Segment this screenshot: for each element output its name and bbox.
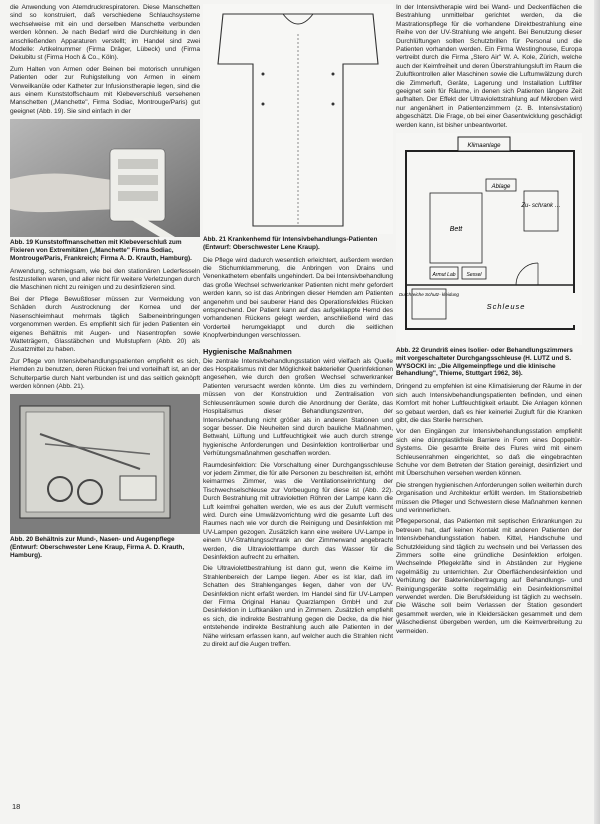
body-paragraph: Dringend zu empfehlen ist eine Klimatisierung der Räume in der sich auch Intensivbehandlungspatienten befinden, und einen Komfort mit hoher Luftfeuchtigkeit erlaubt. Die Anlagen können so gebaut werden, daß es hier keinerlei Zugluft für die Kranken gibt, die das Sterile herrschen. — [396, 383, 582, 424]
body-paragraph: Zum Halten von Armen oder Beinen bei motorisch unruhigen Patienten oder zur Ruhigstellung von Armen in einem Verweilkanüle oder Katheter zur Infusionstherapie legen, sind die aus einem Kunststoffschaum mit Klebeverschluß versehenen Manschetten („Manchette", Firma Sodiac, Montrouge/Paris) gut geeignet (Abb. 19). Sie sind einfach in der — [10, 65, 200, 115]
figure-21-gown-drawing — [203, 4, 393, 234]
figure-22-caption: Abb. 22 Grundriß eines Isolier- oder Behandlungszimmers mit vorgeschalteter Durchgangsschleuse (H. LUTZ und S. WYSOCKI in: „Die Allgemeinpflege und die klinische Behandlung", Thieme, Stuttgart 1962, 36). — [396, 347, 573, 378]
plan-label-schrank: Zu- schrank … — [521, 203, 561, 210]
body-paragraph: Die strengen hygienischen Anforderungen sollen weiterhin durch Organisation und Architektur erfüllt werden. Im Stationsbetrieb müssen die Pfleger und Schwestern diese Maßnahmen kennen und verinnerlichen. — [396, 481, 582, 514]
plan-label-ablage: Ablage — [491, 184, 511, 191]
figure-19-cuff-photo — [10, 119, 200, 237]
figure-21-caption: Abb. 21 Krankenhemd für Intensivbehandlungs-Patienten (Entwurf: Oberschwester Lene Kraup). — [203, 236, 378, 251]
body-paragraph: Raumdesinfektion: Die Vorschaltung einer Durchgangsschleuse vor jedem Zimmer, die für alle Personen zu beschreiten ist, erhöht keimarmes Zimmer, was die Ventilationseinrichtung der Tischwechselschleuse zur Vorbeugung für diese ist (Abb. 22). Durch Bestrahlung mit ultravioletten Röhren der Lampe kann die Luft keimfrei gehalten werden, wie es aus der Zuluft vermischt wird. Durch eine Umwälzvorrichtung wird die gesamte Luft des Raumes nach wie vor durch die Reinigung und Desinfektion mit UV-Lampen gezogen. Zusätzlich kann eine weitere UV-Lampe in einem UV-Strahlungsschrank an der Zimmerwand angebracht werden, die Ultraviolettlampe durch das Wasser für die Desinfektion aufrecht zu erhalten. — [203, 461, 393, 561]
section-heading: Hygienische Maßnahmen — [203, 346, 292, 356]
column-right — [396, 4, 582, 639]
body-paragraph: die Anwendung von Atemdruckrespiratoren. Diese Manschetten sind so konstruiert, daß verschiedene Schlauchsysteme wechselweise mit ein und derselben Manschette verbunden werden können. Je nach Bedarf wird die Durchleitung in den anschließenden Apparaturen verstellt; im Handel sind zwei Modelle: Artikelnummer (Firma Dräger, Lübeck) und (Firma Dekubitu st (Firma Hoch & Co., Köln). — [10, 4, 200, 62]
body-paragraph: Bei der Pflege Bewußtloser müssen zur Vermeidung von Schäden durch Austrocknung der Kornea und der Nasenschleimhaut mehrmals täglich Salbeneinbringungen vorgenommen werden. Es empfiehlt sich für jeden Patienten ein eigenes Behältnis mit Augen- und Nasentropfen sowie Watteträgern, Glasstäbchen und Mullstupfern (Abb. 20) als Zusatzmittel zu haben. — [10, 295, 200, 354]
body-paragraph: Zur Pflege von Intensivbehandlungspatienten empfiehlt es sich, Hemden zu benutzen, deren Rücken frei und vorteilhaft ist, an der Schulterpartie durch Naht verbunden ist und das seitlich geknöpft werden können (Abb. 21). — [10, 357, 200, 390]
figure-19-caption: Abb. 19 Kunststoffmanschetten mit Klebeverschluß zum Fixieren von Extremitäten („Manchette" Firma Sodiac, Montrouge/Paris, Frankreich; Firma A. D. Krauth, Hamburg). — [10, 239, 192, 262]
figure-20-care-box-photo — [10, 394, 200, 534]
figure-22-floor-plan — [396, 133, 582, 345]
column-middle — [203, 4, 393, 652]
plan-label-bett: Bett — [449, 226, 463, 234]
plan-label-top: Klimaanlage — [467, 143, 501, 150]
figure-20-caption: Abb. 20 Behältnis zur Mund-, Nasen- und Augenpflege (Entwurf: Oberschwester Lene Kraup, Firma A. D. Krauth, Hamburg). — [10, 536, 185, 559]
plan-label-schleuse: Schleuse — [486, 302, 526, 312]
body-paragraph: Pflegepersonal, das Patienten mit septischen Erkrankungen zu betreuen hat, darf keinen Kontakt mit anderen Patienten der Intensivbehandlungsstation haben. Kittel, Handschuhe und Schutzkleidung sind täglich zu wechseln und bei Verlassen des Zimmers sollte eine gründliche Desinfektion erfolgen. Wechselnde Pflegekräfte sind in Abständen zur Hygiene regelmäßig zu unterrichten. Zur Oberflächendesinfektion und Verhütung der Bakterienübertragung auf Behandlungs- und Reinigungsgeräte sollte regelmäßig ein Desinfektionsmittel verwendet werden. Die Berufskleidung ist täglich zu wechseln. Die Wäsche soll beim Verlassen der Station gesondert gesammelt werden, wie in Kleidersäcken gesammelt und dem Wäschedienst übergeben werden, um die Keimverbreitung zu vermeiden. — [396, 518, 582, 635]
plan-label-sessel: Sessel — [466, 272, 482, 279]
plan-label-durchreiche: Durchreiche Schutz- kleidung — [398, 292, 460, 298]
page-edge-shadow — [594, 0, 600, 824]
body-paragraph: Die Pflege wird dadurch wesentlich erleichtert, außerdem werden die Stichumklammerung, die Anbringen von Drains und Venenkathetern ebenfalls ungehindert. Da bei Intensivbehandlung das große Wechsel schwerkranker Patienten nicht mehr gefordert werden kann, so ist das Anbringen dieser Hemden am Patienten angenehm und bei sauberer Hand des Operationsfeldes Rücken entsprechend. Der Patient kann auf das aufgeklappte Hemd des vorhandenen Rückens gelegt werden, anschließend wird das Vorderteil herumgeklappt und durch die seitlichen Knopfverbindungen verschlossen. — [203, 256, 393, 340]
page-number: 18 — [12, 802, 21, 811]
body-paragraph: In der Intensivtherapie wird bei Wand- und Deckenflächen die Bestrahlung unmittelbar gerichtet werden, da die Mastrationspflege für die vorhandene Direktbestrahlung eine Reihe von der UV-Strahlung wie angeht. Bei Benutzung dieser Durchlüftungen sollten Schutzbrillen für Personal und die Patienten vorhanden werden. Ein Firma Westinghouse, Europa vertreibt durch die Firma „Stero Air" W. A. Kole, Zürich, welche auch der Keimfreiheit und deren Überstrahlungsluft im Raum die Zuluftkontrollen aller Maschinen sowie die Luftumwälzung durch die Zimmerluft, Geräte, Lagerung und Installation Luftfilter geeignet sein für Räume, in denen sich Patienten längere Zeit aufhalten. Der Effekt der Ultraviolettstrahlung auf Mikroben wird nur angenähert in Patientenzimmern (z. B. Intensivstation) abgeschätzt. Die Frage, ob bei einer Gasentwicklung geschädigt werden kann, ist bisher unbeantwortet. — [396, 4, 582, 129]
body-paragraph: Anwendung, schmiegsam, wie bei den stationären Lederfesseln festzustellen waren, und aller nicht für weitere Verletzungen durch die Maschinen nicht zu reinigen und zu desinfizieren sind. — [10, 267, 200, 292]
body-paragraph: Die zentrale Intensivbehandlungsstation wird vielfach als Quelle des Hospitalismus mit der Möglichkeit bakterieller Querinfektionen angesehen, wie durch den großen Wechsel schwerkranker Patienten verursacht werden könnte. Um dies zu verhindern, müssen von der Konstruktion und Zentralisation von Schleusenräumen sowie durch die Anordnung der Geräte, das Hospitalismus dieser Behandlungszentren, der Intensivbehandlung nicht größer als in anderen Stationen und sogar besser. Die Neuheiten sind durch bauliche Maßnahmen, Bettwahl, Lüftung und Luftfeuchtigkeit wie auch durch strenge hygienische Anforderungen und Desinfektion kontrollierbar und Verhütungsmaßnahmen geschaffen worden. — [203, 357, 393, 458]
plan-label-armut: Armut Lab — [432, 272, 456, 279]
column-left — [10, 4, 200, 565]
body-paragraph: Vor den Eingängen zur Intensivbehandlungsstation empfiehlt sich eine dünnplastikfreie Barriere in Form eines Doppeltür-Systems. Die gesamte Breite des Flures wird mit einem Schleusenrahmen eingerichtet, so daß die eingebrachten Schuhe vor dem Betreten der Station gereinigt, desinfiziert und mit Überschuhen versehen werden können. — [396, 428, 582, 478]
body-paragraph: Die Ultraviolettbestrahlung ist dann gut, wenn die Keime im Strahlenbereich der Lampe liegen. Aber es ist klar, daß im Schatten des Strahlenganges liegen, daher von der UV-Desinfektion nicht erfaßt werden. Im Handel sind für UV-Lampen der Firma Original Hanau Quarzlampen GmbH und zur Desinfektion in Luftkanälen und in Zimmern. Zusätzlich empfiehlt es sich, die indirekte Bestrahlung gegen die Decke, da die hier entstehende indirekte Bestrahlung auch alle Patienten in der Nähe wirksam erfassen kann, auf welcher auch die Strahlen nicht zu direkt auf die Augen treffen. — [203, 565, 393, 649]
